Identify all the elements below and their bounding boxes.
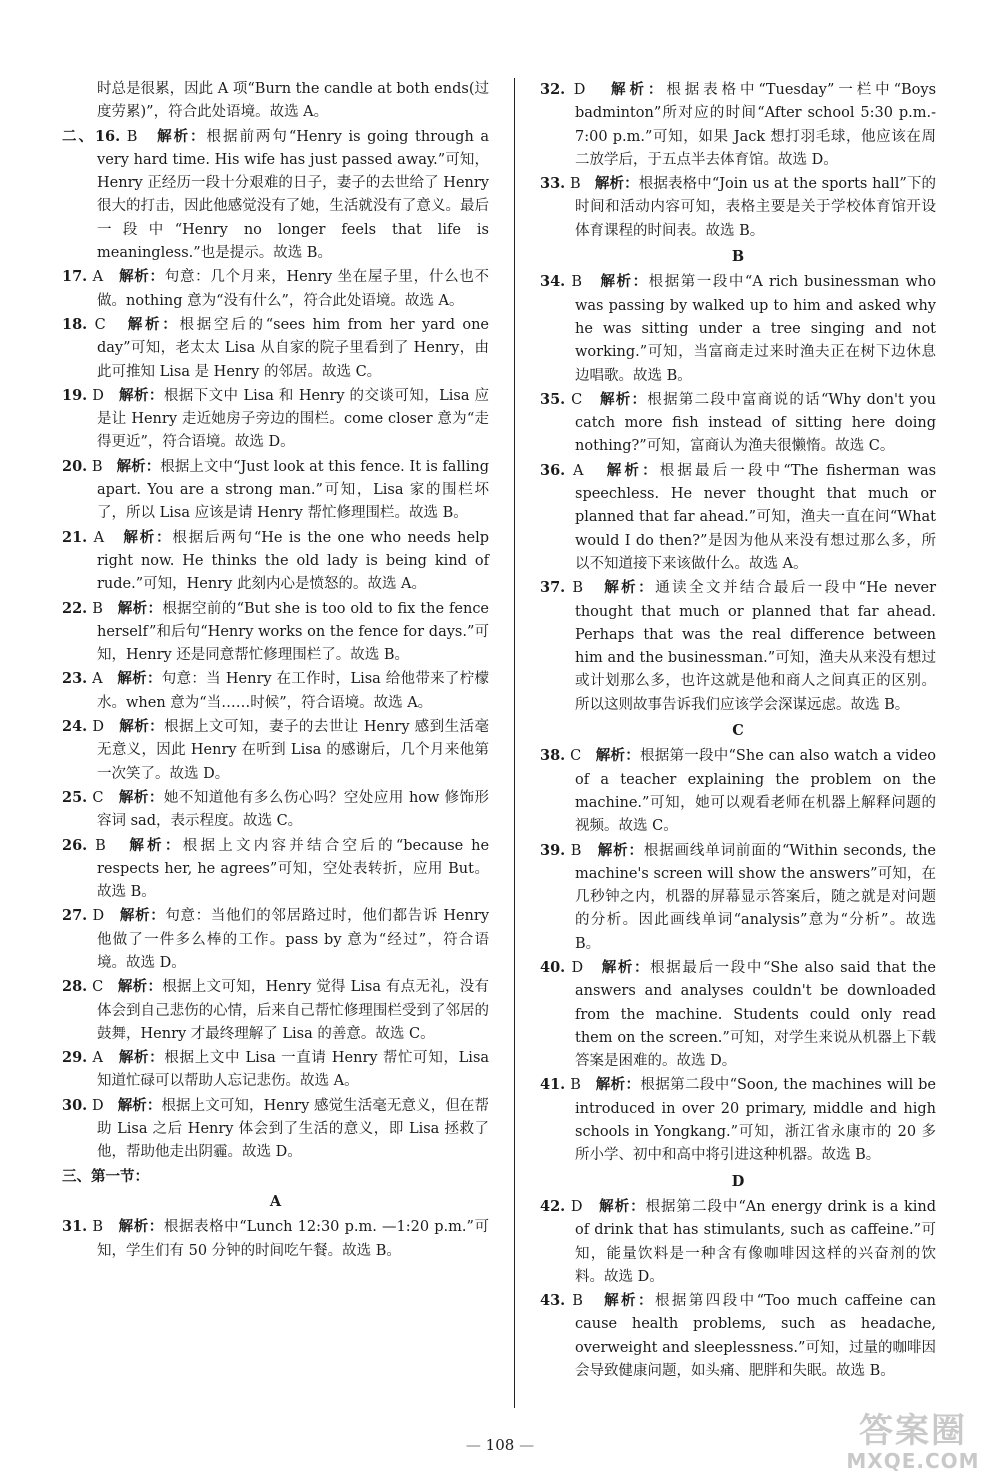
item-answer: D [571,959,584,976]
item-explanation: 根据上文可知，Henry 感觉生活毫无意义，但在帮助 Lisa 之后 Henry 体会到了生活的意义，即 Lisa 拯救了他，帮助他走出阴霾。故选 D。 [97,1097,490,1161]
item-number: 28. [62,978,88,996]
item-answer: B [95,837,106,854]
item-number: 20. [62,457,88,475]
answer-item [540,1073,936,1167]
item-answer: D [92,719,104,736]
item-number: 19. [62,386,88,404]
item-number: 30. [62,1096,88,1114]
item-answer: D [573,82,586,98]
item-number: 32. [540,81,566,98]
item-number: 36. [540,461,566,479]
item-answer: B [571,274,583,291]
answer-item [540,78,936,172]
item-label: 解析： [599,1197,646,1215]
item-answer: A [92,269,104,286]
item-explanation: 根据最后一段中“The fisherman was speechless. He never thought that much or planned that far ahead.”可知，渔夫一直在问“What would I do then?”是因为他从来没有想过那么多，所以不知道接下来该做什么。故选 A。 [575,462,937,572]
item-number: 23. [62,670,88,688]
item-answer: B [569,176,581,193]
answer-item [62,265,489,313]
answer-item [540,744,936,838]
answer-item [62,786,489,834]
item-explanation: 根据空后的“sees him from her yard one day”可知，老太太 Lisa 从自家的院子里看到了 Henry，由此可推知 Lisa 是 Henry 的邻居。故选 C。 [97,316,490,380]
item-explanation: 根据第一段中“She can also watch a video of a teacher explaining the problem on the machine.”可知，她可以观看老师在机器上解释问题的视频。故选 C。 [575,748,937,835]
answer-item [540,1289,936,1383]
item-number: 22. [62,599,88,617]
item-label: 解析： [117,978,163,996]
item-number: 26. [62,836,88,854]
answer-item [62,1046,489,1094]
answer-item [62,455,489,526]
item-label: 解析： [127,315,180,333]
item-label: 解析： [116,457,161,475]
left-answer-list [62,125,489,1165]
item-label: 解析： [119,718,165,736]
item-explanation: 根据第四段中“Too much caffeine can cause health problems, such as headache, overweight and sleeplessness.”可知，过量的咖啡因会导致健康问题，如头痛、肥胖和失眠。故选 B。 [575,1293,937,1380]
answer-item [62,1094,489,1165]
item-number: 35. [540,390,566,408]
answer-item [62,715,489,786]
item-explanation: 句意：当他们的邻居路过时，他们都告诉 Henry 他做了一件多么棒的工作。pass by 意为“经过”，符合语境。故选 D。 [97,908,490,971]
item-number: 17. [62,268,88,286]
item-explanation: 根据第二段中“An energy drink is a kind of drink that has stimulants, such as caffeine.”可知，能量饮料是一种含有像咖啡因这样的兴奋剂的饮料。故选 D。 [575,1198,937,1285]
item-explanation: 根据上文可知，Henry 觉得 Lisa 有点无礼，没有体会到自己悲伤的心情，后来自己帮忙修理围栏受到了邻居的鼓舞，Henry 才最终理解了 Lisa 的善意。故选 C。 [97,979,490,1042]
page-number-value: 108 [485,1436,515,1454]
right-answer-list-d [540,1195,936,1383]
answer-item [62,904,489,975]
item-explanation: 根据上文内容并结合空后的“because he respects her, he agrees”可知，空处表转折，应用 But。故选 B。 [97,837,490,901]
item-explanation: 根据上文中“Just look at this fence. It is falling apart. You are a strong man.”可知，Lisa 家的围栏坏了，所以 Lisa 应该是请 Henry 帮忙修理围栏。故选 B。 [97,458,489,522]
item-answer: A [93,529,105,546]
item-explanation: 根据下文中 Lisa 和 Henry 的交谈可知，Lisa 应是让 Henry 走近她房子旁边的围栏。come closer 意为“走得更近”，符合语境。故选 D。 [97,387,490,451]
item-label: 解析： [118,788,164,806]
answer-item [62,597,489,668]
item-number: 39. [540,841,566,859]
item-label: 解析： [594,175,639,193]
item-answer: D [92,387,104,404]
item-label: 解析： [604,579,656,597]
left-answer-list-2 [62,1215,489,1263]
column-divider [514,78,515,1408]
item-label: 解析： [600,273,649,291]
item-label: 解析： [597,841,644,859]
item-number: 40. [540,958,566,976]
item-number: 24. [62,718,88,736]
item-answer: D [92,908,105,925]
item-label: 解析： [118,1218,164,1236]
item-label: 解析： [599,390,648,408]
item-explanation: 根据前两句“Henry is going through a very hard time. His wife has just passed away.”可知，Henry 正经历一段十分艰难的日子，妻子的去世给了 Henry 很大的打击，因此他感觉没有了她，生活就没有了意义。最后一段中“Henry no longer feels that life is meaningless.”也是提示。故选 B。 [97,128,490,262]
answer-item [62,975,489,1046]
item-number: 42. [540,1197,566,1215]
item-answer: B [572,1293,583,1310]
answer-item [540,172,936,243]
item-explanation: 根据空前的“But she is too old to fix the fence herself”和后句“Henry works on the fence for days.”可知，Henry 还是同意帮忙修理围栏了。故选 B。 [97,600,490,664]
item-label: 解析： [118,1049,165,1067]
item-number: 34. [540,273,566,291]
right-answer-list-b [540,270,936,717]
item-answer: B [572,580,583,597]
item-explanation: 根据第二段中富商说的话“Why don't you catch more fish instead of sitting here doing nothing?”可知，富商认为渔夫很懒惰。故选 C。 [575,391,937,455]
watermark-line1: 答案圈 [859,1411,967,1451]
answer-item [62,313,489,384]
item-answer: B [91,458,103,475]
item-label: 解析： [117,599,163,617]
item-explanation: 根据上文可知，妻子的去世让 Henry 感到生活毫无意义，因此 Henry 在听到 Lisa 的感谢后，几个月来他第一次笑了。故选 D。 [97,719,490,782]
item-label: 解析： [606,461,660,479]
item-explanation: 根据最后一段中“She also said that the answers and analyses couldn't be downloaded from the machine. Students could only read them on the screen.”可知，对学生来说从机器上下载答案是困难的。故选 D。 [575,959,937,1070]
answer-item [540,576,936,717]
item-label: 解析： [129,836,183,854]
item-explanation: 根据第二段中“Soon, the machines will be introduced in over 20 primary, middle and high schools in Yongkang.”可知，浙江省永康市的 20 多所小学、初中和高中将引进这种机器。故选 B。 [575,1077,937,1164]
item-label: 解析： [117,1096,162,1114]
watermark-line2: MXQE.COM [846,1449,980,1473]
item-explanation: 通读全文并结合最后一段中“He never thought that much or planned that far ahead. Perhaps that was the real difference between him and the businessman.”可知，渔夫从来没有想过或计划那么多，也许这就是他和商人之间真正的区别。所以这则故事告诉我们应该学会深谋远虑。故选 B。 [575,580,937,713]
item-number: 41. [540,1076,566,1094]
item-number: 16. [94,127,121,145]
item-explanation: 根据上文中 Lisa 一直请 Henry 帮忙可知，Lisa 知道忙碌可以帮助人忘记悲伤。故选 A。 [97,1050,490,1090]
item-explanation: 句意：当 Henry 在工作时，Lisa 给他带来了柠檬水。when 意为“当……时候”，符合语境。故选 A。 [97,671,490,711]
answer-item [62,1215,489,1263]
item-explanation: 她不知道他有多么伤心吗？空处应用 how 修饰形容词 sad，表示程度。故选 C。 [97,789,490,830]
item-answer: B [570,842,582,859]
item-explanation: 根据表格中“Tuesday”一栏中“Boys badminton”所对应的时间“After school 5:30 p.m.- 7:00 p.m.”可知，如果 Jack 想打羽毛球，他应该在周二放学后，于五点半去体育馆。故选 D。 [575,82,937,168]
item-label: 解析： [119,907,166,925]
item-label: 解析： [119,386,164,404]
item-label: 解析： [595,1076,641,1094]
item-answer: C [571,391,583,408]
item-number: 43. [540,1292,566,1310]
section-prefix: 二、 [62,127,95,145]
watermark-logo [838,1412,988,1476]
item-explanation: 根据画线单词前面的“Within seconds, the machine's screen will show the answers”可知，在几秒钟之内，机器的屏幕显示答案后，随之就是对问题的分析。因此画线单词“analysis”意为“分析”。故选 B。 [575,842,937,952]
item-number: 29. [62,1049,88,1067]
answer-item [540,839,936,956]
page-number: — 108 — [465,1436,535,1454]
item-answer: B [92,1219,104,1236]
answer-item [540,1195,936,1289]
answer-item [540,956,936,1073]
section-letter-c: C [732,722,744,740]
section-letter-d: D [731,1172,745,1190]
item-answer: C [92,789,104,806]
item-number: 27. [62,907,88,925]
item-label: 解析： [611,81,667,98]
item-label: 解析： [595,747,641,765]
section-letter-a: A [269,1192,282,1210]
section3-heading: 三、第一节： [62,1167,149,1185]
answer-item [62,526,489,597]
right-answer-list-a [540,78,936,243]
item-label: 解析： [117,670,162,688]
item-label: 解析： [119,268,165,286]
answer-item [540,388,936,459]
item-label: 解析： [601,958,651,976]
left-column [62,78,489,1263]
continuation-text: 时总是很累，因此 A 项“Burn the candle at both ends(过度劳累)”，符合此处语境。故选 A。 [97,81,489,121]
item-label: 解析： [604,1292,655,1310]
item-number: 31. [62,1218,88,1236]
item-number: 25. [62,788,88,806]
answer-item [62,125,489,266]
item-number: 37. [540,579,566,597]
answer-item [62,384,489,455]
item-explanation: 根据后两句“He is the one who needs help right now. He thinks the old lady is being kind of rude.”可知，Henry 此刻内心是愤怒的。故选 A。 [97,529,490,593]
item-answer: D [91,1097,104,1114]
answer-item [62,667,489,715]
right-answer-list-c [540,744,936,1167]
item-answer: A [92,1050,103,1067]
item-answer: D [570,1198,583,1215]
item-explanation: 根据表格中“Lunch 12:30 p.m. —1:20 p.m.”可知，学生们有 50 分钟的时间吃午餐。故选 B。 [97,1219,490,1259]
item-number: 18. [62,315,88,333]
item-explanation: 根据第一段中“A rich businessman who was passing by walked up to him and asked why he was sitting under a tree singing and not working.”可知，当富商走过来时渔夫正在树下边休息边唱歌。故选 B。 [575,274,937,384]
item-explanation: 句意：几个月来，Henry 坐在屋子里，什么也不做。nothing 意为“没有什么”，符合此处语境。故选 A。 [97,269,490,309]
item-answer: B [92,600,103,617]
right-column [540,78,936,1383]
item-answer: A [573,462,584,479]
item-number: 21. [62,528,88,546]
item-answer: C [92,979,104,996]
section-letter-b: B [731,248,745,266]
answer-item [540,459,936,576]
item-explanation: 根据表格中“Join us at the sports hall”下的时间和活动内容可知，表格主要是关于学校体育馆开设体育课程的时间表。故选 B。 [575,176,936,239]
answer-item [540,270,936,387]
item-label: 解析： [123,528,173,546]
item-answer: A [92,671,103,688]
item-number: 33. [540,175,566,193]
item-answer: B [570,1077,581,1094]
item-answer: C [570,748,582,765]
item-answer: C [94,316,106,333]
item-label: 解析： [157,127,207,145]
answer-item [62,834,489,905]
item-answer: B [126,128,138,145]
item-number: 38. [540,747,566,765]
